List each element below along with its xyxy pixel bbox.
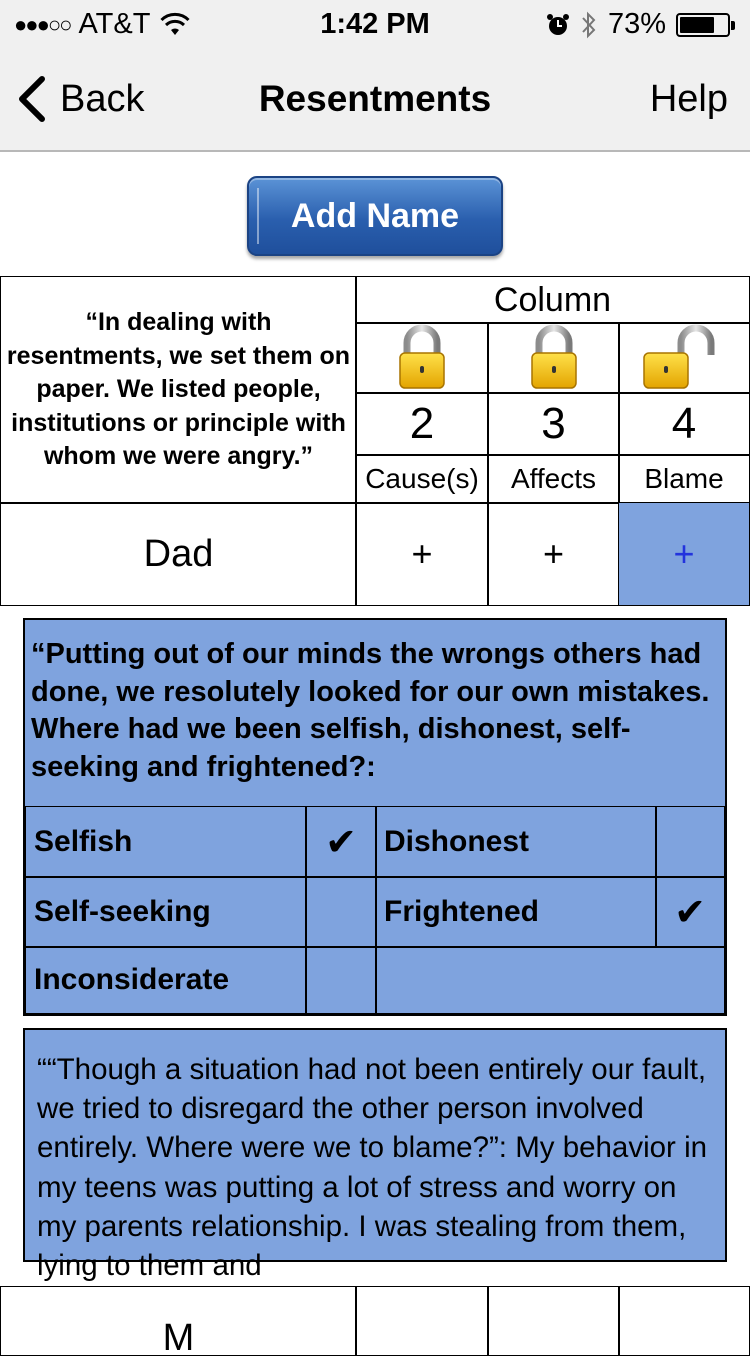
add-name-button[interactable]: Add Name [247, 176, 503, 256]
frightened-checkbox[interactable] [655, 876, 725, 948]
status-right [546, 8, 730, 41]
next-resentment-name-cell[interactable] [0, 1286, 357, 1359]
self-seeking-checkbox[interactable] [305, 876, 377, 948]
next-name-text: M [162, 1317, 195, 1359]
next-affects-cell[interactable] [487, 1286, 620, 1356]
defect-label-text: Self-seeking [34, 895, 211, 928]
battery-fill [680, 17, 714, 33]
signal-dots-icon: ●●●○○ [14, 11, 71, 37]
defect-label-frightened [375, 876, 657, 948]
column-label-affects: Affects [487, 454, 620, 504]
battery-percent: 73% [607, 8, 666, 40]
battery-icon [676, 13, 730, 37]
back-button[interactable] [16, 76, 144, 122]
add-blame-button[interactable]: + [618, 502, 750, 606]
add-affects-button[interactable]: + [487, 502, 620, 606]
column-label-blame: Blame [618, 454, 750, 504]
column-number-3: 3 [487, 392, 620, 456]
defect-label-dishonest [375, 806, 657, 878]
column-number-2: 2 [355, 392, 489, 456]
column-4-lock[interactable] [618, 322, 750, 394]
inconsiderate-checkbox[interactable] [305, 946, 377, 1014]
lock-closed-icon [397, 325, 447, 391]
carrier-name: AT&T [78, 8, 151, 40]
defects-quote: “Putting out of our minds the wrongs others had done, we resolutely looked for our own mistakes. Where had we been selfish, dishonest, self-seeking and frightened?: [31, 638, 710, 783]
add-cause-button[interactable]: + [355, 502, 489, 606]
defect-label-selfish [25, 806, 307, 878]
back-label: Back [60, 77, 145, 120]
navigation-bar [0, 50, 750, 152]
status-bar [0, 0, 750, 50]
chevron-left-icon [16, 76, 46, 122]
dishonest-checkbox[interactable] [655, 806, 725, 878]
checkmark-icon: ✔ [674, 891, 706, 934]
column-3-lock[interactable] [487, 322, 620, 394]
column-label-causes: Cause(s) [355, 454, 489, 504]
lock-open-icon [641, 325, 727, 391]
column-number-4: 4 [618, 392, 750, 456]
column-title: Column [355, 276, 750, 324]
defect-label-text: Dishonest [384, 825, 530, 858]
defects-panel [23, 618, 727, 1016]
defect-label-text: Selfish [34, 825, 133, 858]
column-2-lock[interactable] [355, 322, 489, 394]
next-cause-cell[interactable] [355, 1286, 489, 1356]
battery-tip [731, 21, 735, 30]
defect-label-inconsiderate [25, 946, 307, 1014]
status-time: 1:42 PM [320, 8, 430, 40]
defect-empty-cell [375, 946, 725, 1014]
resentment-quote: “In dealing with resentments, we set them on paper. We listed people, institutions or principle with whom we were angry.” [0, 276, 357, 504]
next-blame-cell[interactable] [618, 1286, 750, 1356]
selfish-checkbox[interactable] [305, 806, 377, 878]
blame-panel[interactable] [23, 1028, 727, 1283]
defect-label-text: Frightened [384, 895, 539, 928]
help-button[interactable]: Help [649, 78, 728, 120]
blame-text[interactable]: ““Though a situation had not been entirely our fault, we tried to disregard the other person involved entirely. Where were we to blame?”: My behavior in my teens was putting a lot of stress and worry on my parents relationship. I was stealing from them, lying to them and [37, 1053, 708, 1283]
checkmark-icon: ✔ [325, 821, 357, 864]
lock-closed-icon [529, 325, 579, 391]
alarm-icon [546, 13, 570, 37]
resentment-name-cell[interactable]: Dad [0, 502, 357, 606]
defect-label-self-seeking [25, 876, 307, 948]
defect-label-text: Inconsiderate [34, 963, 230, 996]
bluetooth-icon [580, 11, 598, 39]
page-title: Resentments [258, 78, 492, 119]
